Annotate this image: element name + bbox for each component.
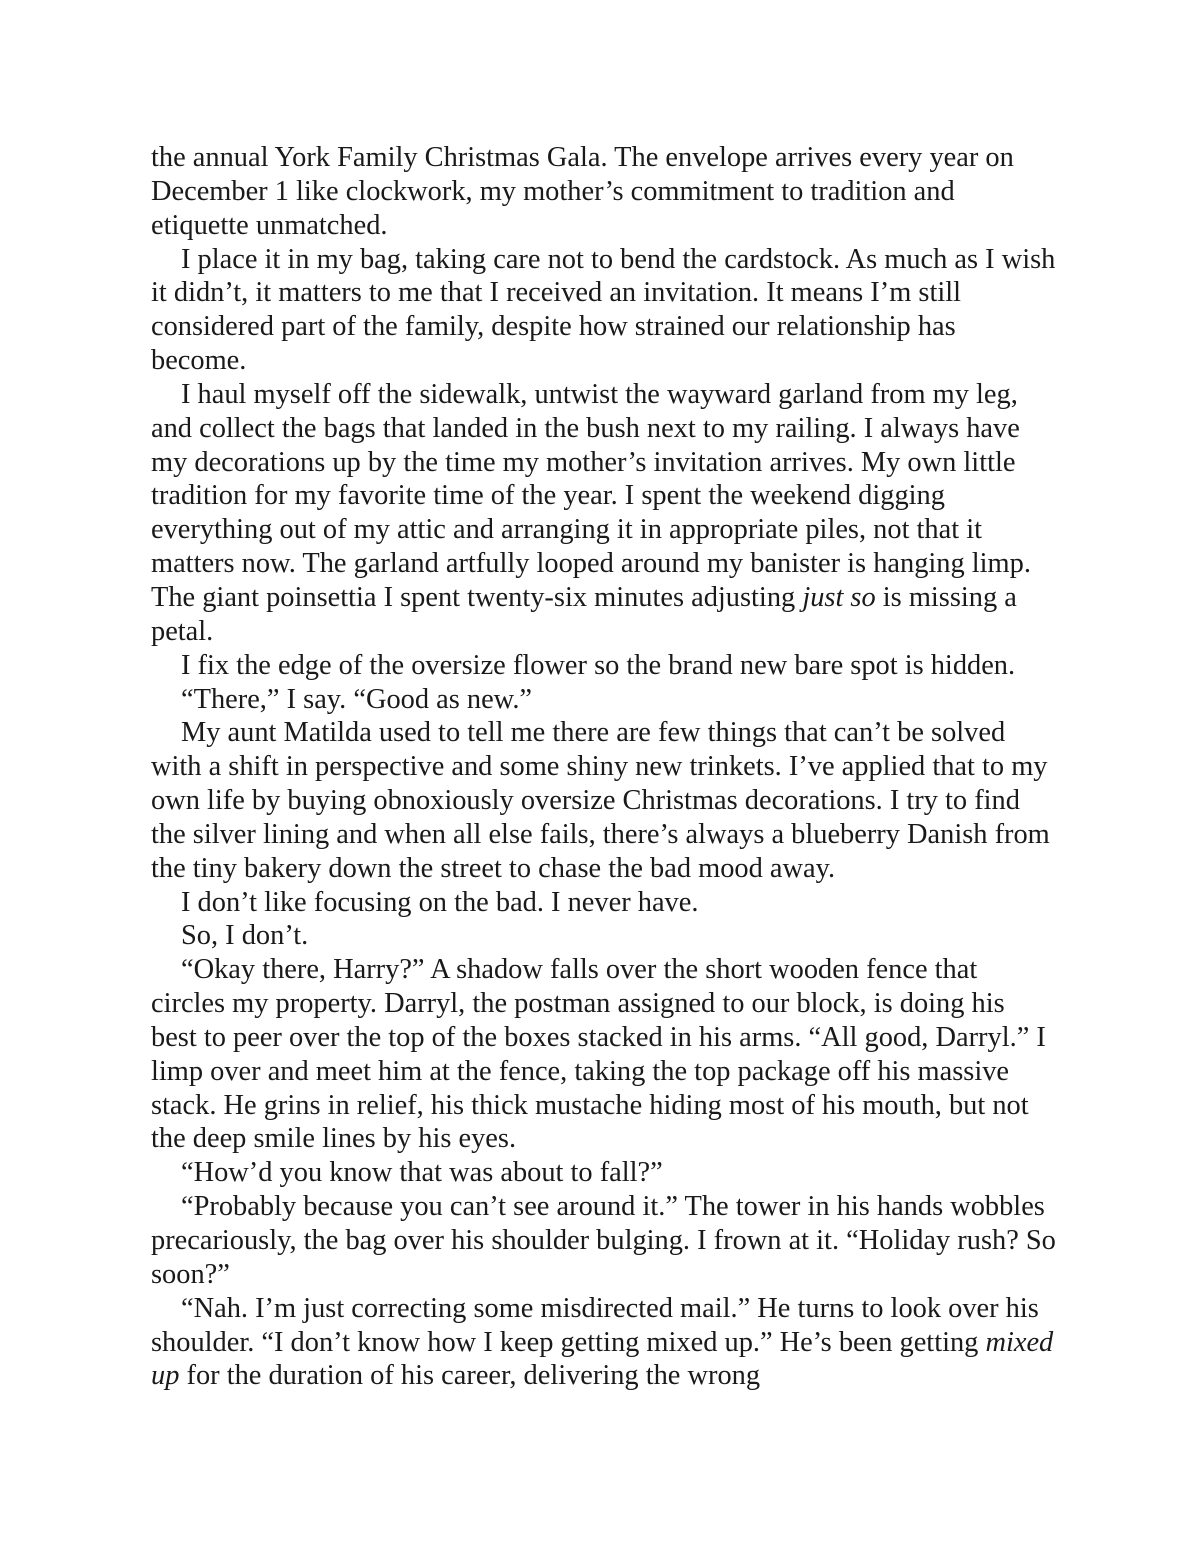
paragraph (151, 919, 1056, 953)
paragraph-text: So, I don’t. (181, 920, 309, 952)
dialogue-paragraph (151, 1292, 1056, 1394)
paragraph-text: “Nah. I’m just correcting some misdirected mail.” He turns to look over his shoulder. “I don’t know how I keep getting mixed up.” He’s been getting (151, 1292, 1039, 1358)
dialogue-paragraph (151, 953, 1056, 1156)
paragraph-text: is missing a petal. (151, 581, 1017, 647)
paragraph-text: I place it in my bag, taking care not to bend the cardstock. As much as I wish it didn’t, it matters to me that I received an invitation. It means I’m still considered part of the family, despite how strained our relationship has become. (151, 243, 1056, 377)
dialogue-paragraph (151, 1190, 1056, 1292)
paragraph (151, 886, 1056, 920)
paragraph-text: I fix the edge of the oversize flower so the brand new bare spot is hidden. (181, 649, 1016, 681)
paragraph (151, 716, 1056, 885)
paragraph-text: the annual York Family Christmas Gala. The envelope arrives every year on December 1 like clockwork, my mother’s commitment to tradition and etiquette unmatched. (151, 142, 1014, 241)
paragraph (151, 243, 1056, 378)
paragraph-text: I haul myself off the sidewalk, untwist the wayward garland from my leg, and collect the bags that landed in the bush next to my railing. I always have my decorations up by the time my mother’s invitation arrives. My own little tradition for my favorite time of the year. I spent the weekend digging everything out of my attic and arranging it in appropriate piles, not that it matters now. The garland artfully looped around my banister is hanging limp. The giant poinsettia I spent twenty-six minutes adjusting (151, 378, 1031, 613)
emphasis-text: mixed up (151, 1326, 1054, 1392)
paragraph (151, 649, 1056, 683)
paragraph-text: “There,” I say. “Good as new.” (181, 683, 533, 715)
paragraph-text: for the duration of his career, delivering the wrong (179, 1360, 761, 1392)
paragraph-text: “Probably because you can’t see around it.” The tower in his hands wobbles precariously, the bag over his shoulder bulging. I frown at it. “Holiday rush? So soon?” (151, 1191, 1056, 1290)
paragraph-text: “How’d you know that was about to fall?” (181, 1157, 663, 1189)
paragraph-text: “Okay there, Harry?” A shadow falls over the short wooden fence that circles my property. Darryl, the postman assigned to our block, is doing his best to peer over the top of the boxes stacked in his arms. “All good, Darryl.” I limp over and meet him at the fence, taking the top package off his massive stack. He grins in relief, his thick mustache hiding most of his mouth, but not the deep smile lines by his eyes. (151, 954, 1046, 1155)
page-body-text (151, 141, 1056, 1393)
dialogue-paragraph (151, 1156, 1056, 1190)
paragraph (151, 378, 1056, 649)
paragraph (151, 141, 1056, 243)
paragraph-text: I don’t like focusing on the bad. I never have. (181, 886, 699, 918)
dialogue-paragraph (151, 683, 1056, 717)
emphasis-text: just so (802, 581, 876, 613)
paragraph-text: My aunt Matilda used to tell me there are few things that can’t be solved with a shift in perspective and some shiny new trinkets. I’ve applied that to my own life by buying obnoxiously oversize Christmas decorations. I try to find the silver lining and when all else fails, there’s always a blueberry Danish from the tiny bakery down the street to chase the bad mood away. (151, 717, 1050, 884)
